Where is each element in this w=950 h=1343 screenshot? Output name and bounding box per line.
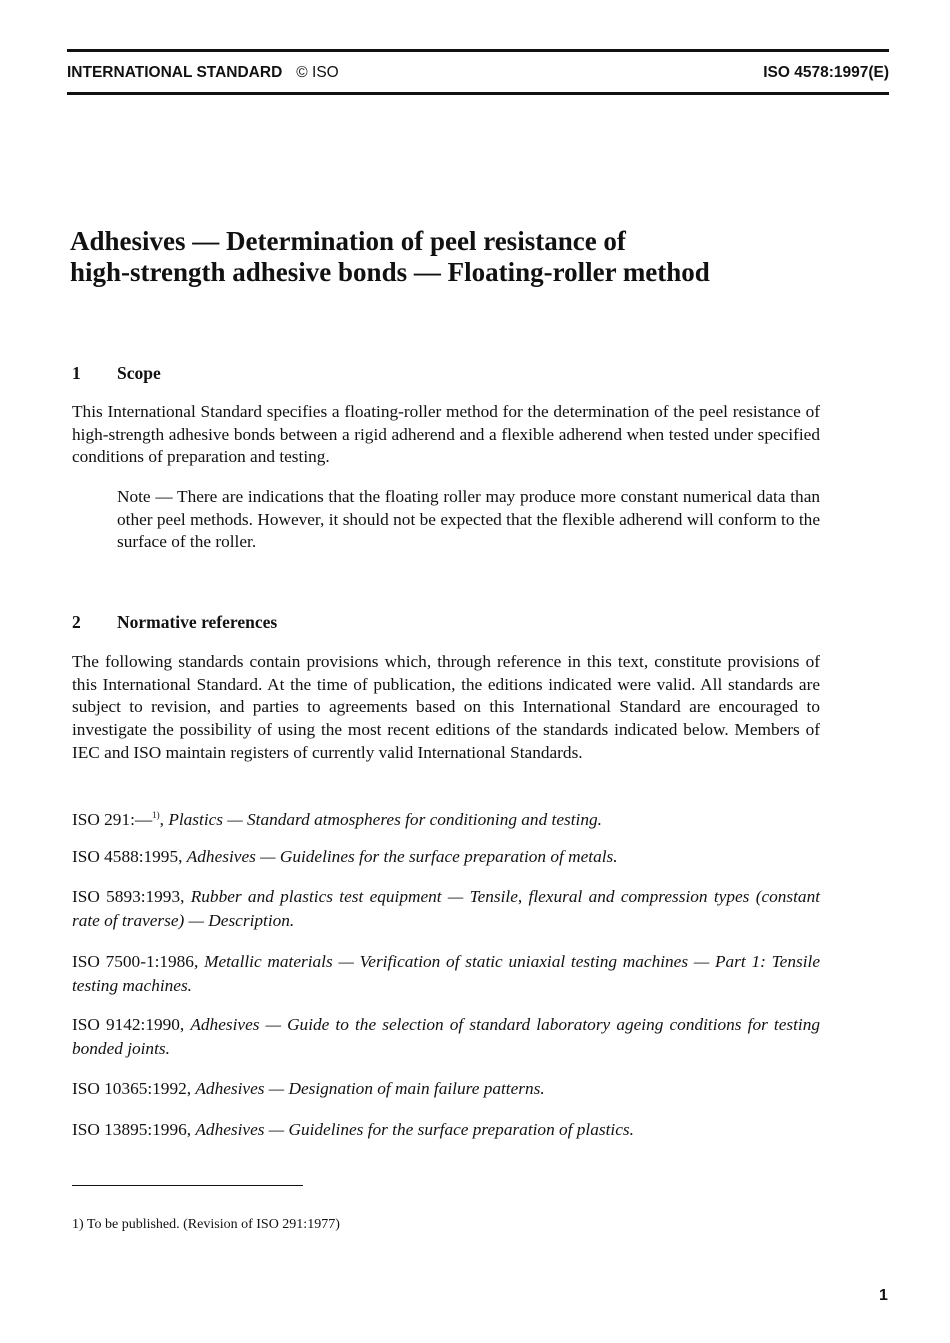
reference-code: ISO 291:—: [72, 809, 153, 829]
reference-item: ISO 9142:1990, Adhesives — Guide to the selection of standard laboratory ageing conditions for testing bonded joints.: [72, 1015, 821, 1058]
header-doc-number: ISO 4578:1997(E): [763, 64, 889, 81]
section-title: Scope: [117, 363, 161, 383]
reference-title: Adhesives — Guidelines for the surface preparation of plastics.: [195, 1120, 634, 1139]
reference-title: Plastics — Standard atmospheres for conditioning and testing.: [168, 809, 602, 829]
reference-title: Rubber and plastics test equipment — Tensile, flexural and compression types (constant rate of traverse) — Description.: [72, 887, 821, 930]
reference-title: Adhesives — Guide to the selection of standard laboratory ageing conditions for testing bonded joints.: [72, 1015, 821, 1058]
document-title: [70, 226, 710, 288]
header-doc-type: INTERNATIONAL STANDARD: [67, 64, 283, 81]
reference-code: ISO 7500-1:1986: [72, 952, 194, 971]
section-title: Normative references: [117, 612, 278, 632]
reference-title: Adhesives — Designation of main failure patterns.: [195, 1079, 545, 1098]
scope-paragraph: This International Standard specifies a floating-roller method for the determination of the peel resistance of high-strength adhesive bonds between a rigid adherend and a flexible adherend when tested under specified conditions of preparation and testing.: [72, 402, 820, 467]
reference-title: Adhesives — Guidelines for the surface preparation of metals.: [186, 847, 618, 866]
section-number: 1: [72, 363, 81, 383]
reference-code: ISO 9142:1990: [72, 1015, 180, 1034]
reference-code: ISO 5893:1993: [72, 887, 181, 906]
header-top-rule: [67, 49, 889, 52]
reference-item: ISO 7500-1:1986, Metallic materials — Verification of static uniaxial testing machines — Part 1: Tensile testing machines.: [72, 952, 820, 995]
section-2-heading: [72, 612, 277, 633]
footnote-marker: 1): [152, 810, 160, 820]
footnote-rule: [72, 1185, 303, 1186]
header-left: [67, 64, 339, 82]
title-line-2: high-strength adhesive bonds — Floating-roller method: [70, 257, 710, 287]
reference-item: ISO 291:—$^{1)}$, Plastics — Standard atmospheres for conditioning and testing.: [72, 809, 602, 829]
reference-code: ISO 10365:1992: [72, 1079, 187, 1098]
reference-code: ISO 4588:1995: [72, 847, 179, 866]
reference-title: Metallic materials — Verification of static uniaxial testing machines — Part 1: Tensile testing machines.: [72, 952, 820, 995]
section-number: 2: [72, 612, 81, 632]
footnote: 1) To be published. (Revision of ISO 291:1977): [72, 1217, 340, 1232]
reference-item: ISO 4588:1995, Adhesives — Guidelines for the surface preparation of metals.: [72, 847, 618, 866]
reference-code: ISO 13895:1996: [72, 1120, 187, 1139]
scope-note: Note — There are indications that the floating roller may produce more constant numerical data than other peel methods. However, it should not be expected that the flexible adherend will conform to the surface of the roller.: [117, 487, 820, 552]
reference-item: ISO 5893:1993, Rubber and plastics test equipment — Tensile, flexural and compression types (constant rate of traverse) — Description.: [72, 887, 821, 930]
header-bottom-rule: [67, 92, 889, 95]
section-1-heading: [72, 363, 161, 384]
page-number: 1: [879, 1287, 888, 1304]
normative-references-paragraph: The following standards contain provisions which, through reference in this text, constitute provisions of this International Standard. At the time of publication, the editions indicated were valid. All standards are subject to revision, and parties to agreements based on this International Standard are encouraged to investigate the possibility of using the most recent editions of the standards indicated below. Members of IEC and ISO maintain registers of currently valid International Standards.: [72, 652, 820, 762]
header-copyright: © ISO: [296, 64, 339, 81]
reference-item: ISO 10365:1992, Adhesives — Designation of main failure patterns.: [72, 1079, 545, 1098]
title-line-1: Adhesives — Determination of peel resistance of: [70, 226, 626, 256]
reference-item: ISO 13895:1996, Adhesives — Guidelines for the surface preparation of plastics.: [72, 1120, 634, 1139]
